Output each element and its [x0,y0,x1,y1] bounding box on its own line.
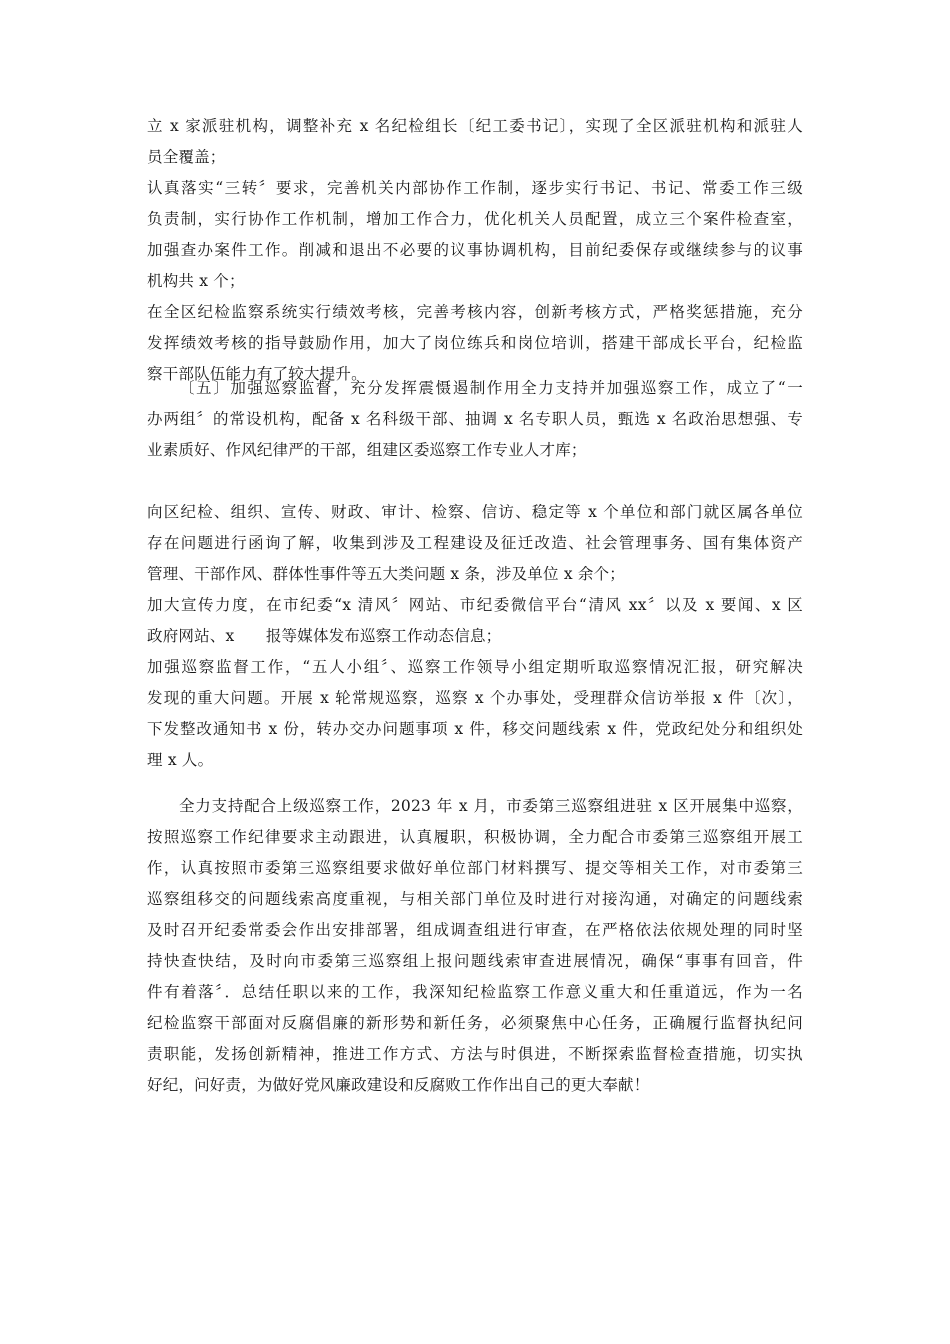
text-line: 发现的重大问题。开展 x 轮常规巡察，巡察 x 个办事处，受理群众信访举报 x 件〔次〕， [147,689,803,707]
text-line: 察干部队伍能力有了较大提升。 [147,365,367,383]
paragraph-p1 [147,111,803,173]
paragraph-p8 [147,791,803,1101]
text-line: 纪检监察干部面对反腐倡廉的新形势和新任务，必须聚焦中心任务，正确履行监督执纪问 [147,1014,803,1032]
paragraph-p5 [147,497,803,590]
text-line: 加大宣传力度，在市纪委“x 清风〞网站、市纪委微信平台“清风 xx〞以及 x 要闻、x 区 [147,596,803,614]
text-line: 发挥绩效考核的指导鼓励作用，加大了岗位练兵和岗位培训，搭建干部成长平台，纪检监 [147,334,803,352]
text-line: 〔五〕加强巡察监督，充分发挥震慑遏制作用全力支持并加强巡察工作，成立了“一 [179,379,803,397]
text-line: 政府网站、x 报等媒体发布巡察工作动态信息； [147,627,502,645]
text-line: 按照巡察工作纪律要求主动跟进，认真履职，积极协调，全力配合市委第三巡察组开展工 [147,828,803,846]
text-line: 向区纪检、组织、宣传、财政、审计、检察、信访、稳定等 x 个单位和部门就区属各单位 [147,503,803,521]
text-line: 业素质好、作风纪律严的干部，组建区委巡察工作专业人才库； [147,441,587,459]
text-line: 立 x 家派驻机构，调整补充 x 名纪检组长〔纪工委书记〕，实现了全区派驻机构和派驻人 [147,117,803,135]
text-line: 认真落实“三转〞要求，完善机关内部协作工作制，逐步实行书记、书记、常委工作三级 [147,179,803,197]
text-line: 好纪，问好责，为做好党风廉政建设和反腐败工作作出自己的更大奉献！ [147,1076,650,1094]
text-line: 加强巡察监督工作，“五人小组〞、巡察工作领导小组定期听取巡察情况汇报，研究解决 [147,658,803,676]
text-line: 及时召开纪委常委会作出安排部署，组成调查组进行审查，在严格依法依规处理的同时坚 [147,921,803,939]
paragraph-p4 [147,373,803,466]
text-line: 在全区纪检监察系统实行绩效考核，完善考核内容，创新考核方式，严格奖惩措施，充分 [147,303,803,321]
paragraph-p6 [147,590,803,652]
paragraph-p7 [147,652,803,776]
text-line: 下发整改通知书 x 份，转办交办问题事项 x 件，移交问题线索 x 件，党政纪处分和组织处 [147,720,803,738]
text-line: 机构共 x 个； [147,272,245,290]
text-line: 责职能，发扬创新精神，推进工作方式、方法与时俱进，不断探索监督检查措施，切实执 [147,1045,803,1063]
text-line: 加强查办案件工作。削减和退出不必要的议事协调机构，目前纪委保存或继续参与的议事 [147,241,803,259]
text-line: 管理、干部作风、群体性事件等五大类问题 x 条，涉及单位 x 余个； [147,565,625,583]
text-line: 存在问题进行函询了解，收集到涉及工程建设及征迁改造、社会管理事务、国有集体资产 [147,534,803,552]
text-line: 巡察组移交的问题线索高度重视，与相关部门单位及时进行对接沟通，对确定的问题线索 [147,890,803,908]
text-line: 作，认真按照市委第三巡察组要求做好单位部门材料撰写、提交等相关工作，对市委第三 [147,859,803,877]
text-line: 理 x 人。 [147,751,214,769]
text-line: 件有着落〞．总结任职以来的工作，我深知纪检监察工作意义重大和任重道远，作为一名 [147,983,803,1001]
text-line: 负责制，实行协作工作机制，增加工作合力，优化机关人员配置，成立三个案件检查室， [147,210,803,228]
text-line: 全力支持配合上级巡察工作，2023 年 x 月，市委第三巡察组进驻 x 区开展集中巡察， [179,797,803,815]
text-line: 办两组〞的常设机构，配备 x 名科级干部、抽调 x 名专职人员，甄选 x 名政治思想强、专 [147,410,803,428]
text-line: 员全覆盖； [147,148,226,166]
text-line: 持快查快结，及时向市委第三巡察组上报问题线索审查进展情况，确保“事事有回音，件 [147,952,803,970]
paragraph-p2 [147,173,803,297]
